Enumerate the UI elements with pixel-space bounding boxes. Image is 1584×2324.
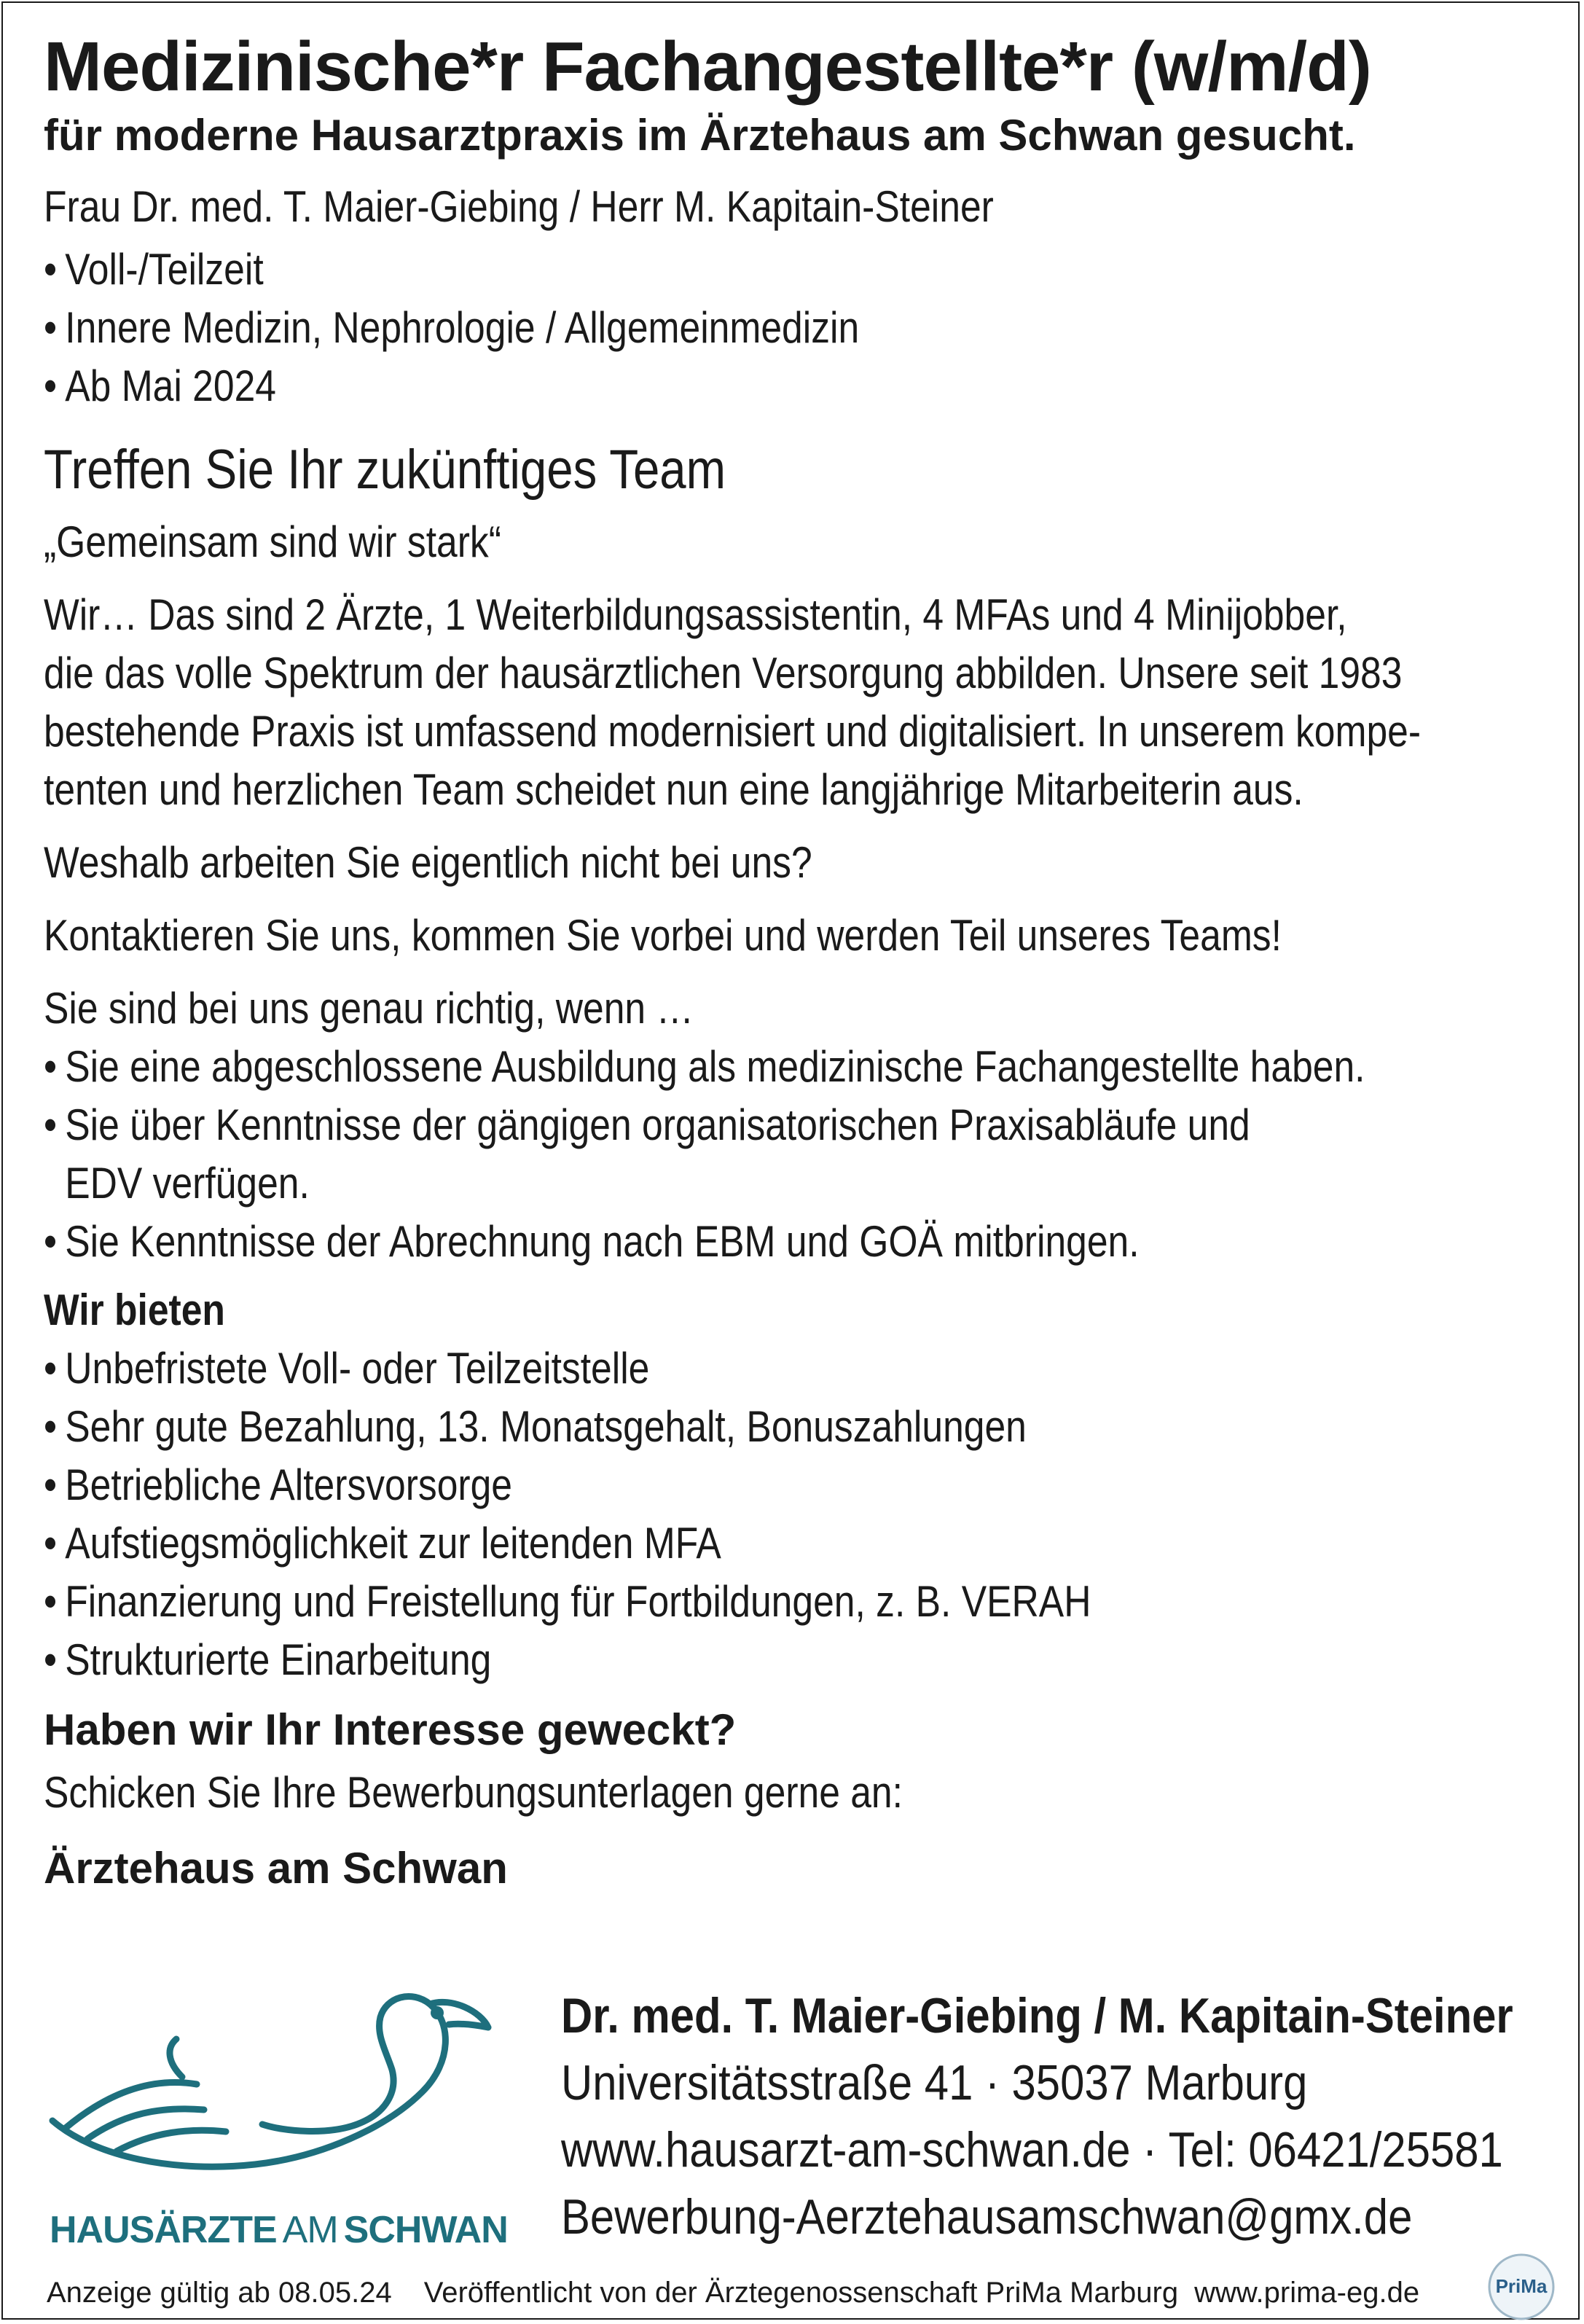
requirement-item: • Sie eine abgeschlossene Ausbildung als medizinische Fachangestellte haben. bbox=[44, 1038, 1548, 1096]
fact-item: • Voll-/Teilzeit bbox=[44, 240, 1548, 299]
fact-item: • Innere Medizin, Nephrologie / Allgemeinmedizin bbox=[44, 299, 1548, 357]
job-subtitle: für moderne Hausarztpraxis im Ärztehaus am Schwan gesucht. bbox=[44, 111, 1356, 160]
logo-wordmark bbox=[50, 2208, 508, 2252]
team-intro-line: bestehende Praxis ist umfassend modernisiert und digitalisiert. In unserem kompe- bbox=[44, 707, 1422, 756]
apply-text: Schicken Sie Ihre Bewerbungsunterlagen gerne an: bbox=[44, 1768, 903, 1817]
team-intro bbox=[44, 586, 1548, 819]
contact-block bbox=[561, 1982, 1581, 2250]
footer-valid: Anzeige gültig ab 08.05.24 bbox=[47, 2277, 392, 2309]
ad-content bbox=[44, 29, 1545, 1902]
practice-name: Ärztehaus am Schwan bbox=[44, 1844, 508, 1893]
job-facts-block bbox=[44, 240, 1548, 415]
offer-item: • Aufstiegsmöglichkeit zur leitenden MFA bbox=[44, 1514, 1548, 1573]
apply-heading: Haben wir Ihr Interesse geweckt? bbox=[44, 1705, 737, 1754]
contact-web-phone: www.hausarzt-am-schwan.de · Tel: 06421/25581 bbox=[561, 2122, 1503, 2178]
offer-item: • Unbefristete Voll- oder Teilzeitstelle bbox=[44, 1339, 1548, 1398]
offer-heading: Wir bieten bbox=[44, 1286, 225, 1334]
team-block bbox=[44, 513, 1548, 1689]
team-cta: Kontaktieren Sie uns, kommen Sie vorbei und werden Teil unseres Teams! bbox=[44, 911, 1282, 960]
requirement-item: • Sie Kenntnisse der Abrechnung nach EBM und GOÄ mitbringen. bbox=[44, 1213, 1548, 1271]
requirements-list bbox=[44, 1038, 1548, 1271]
logo-word: SCHWAN bbox=[343, 2209, 508, 2251]
offer-item: • Strukturierte Einarbeitung bbox=[44, 1631, 1548, 1689]
team-intro-line: Wir… Das sind 2 Ärzte, 1 Weiterbildungsassistentin, 4 MFAs und 4 Minijobber, bbox=[44, 590, 1347, 639]
team-intro-line: tenten und herzlichen Team scheidet nun eine langjährige Mitarbeiterin aus. bbox=[44, 765, 1303, 814]
prima-badge-label: PriMa bbox=[1495, 2275, 1548, 2297]
footer-published: Veröffentlicht von der Ärztegenossenschaft PriMa Marburg bbox=[423, 2277, 1179, 2309]
requirements-lead: Sie sind bei uns genau richtig, wenn … bbox=[44, 984, 694, 1033]
team-heading: Treffen Sie Ihr zukünftiges Team bbox=[44, 439, 726, 501]
contact-address: Universitätsstraße 41 · 35037 Marburg bbox=[561, 2055, 1308, 2110]
job-title: Medizinische*r Fachangestellte*r (w/m/d) bbox=[44, 28, 1371, 106]
team-motto: „Gemeinsam sind wir stark“ bbox=[44, 517, 501, 566]
requirement-item: • Sie über Kenntnisse der gängigen organisatorischen Praxisabläufe und EDV verfügen. bbox=[44, 1096, 1318, 1213]
swan-icon bbox=[44, 1982, 510, 2245]
offer-item: • Sehr gute Bezahlung, 13. Monatsgehalt, Bonuszahlungen bbox=[44, 1398, 1548, 1456]
footer bbox=[47, 2275, 1419, 2310]
team-intro-line: die das volle Spektrum der hausärztlichen Versorgung abbilden. Unsere seit 1983 bbox=[44, 649, 1403, 697]
job-facts-list bbox=[44, 240, 1548, 415]
logo-word: AM bbox=[282, 2209, 338, 2251]
offer-list bbox=[44, 1339, 1548, 1689]
team-question: Weshalb arbeiten Sie eigentlich nicht bei uns? bbox=[44, 838, 812, 887]
offer-item: • Betriebliche Altersvorsorge bbox=[44, 1456, 1548, 1514]
doctors-line: Frau Dr. med. T. Maier-Giebing / Herr M. Kapitain-Steiner bbox=[44, 182, 994, 231]
contact-email: Bewerbung-Aerztehausamschwan@gmx.de bbox=[561, 2189, 1413, 2245]
fact-item: • Ab Mai 2024 bbox=[44, 357, 1548, 415]
prima-logo-icon bbox=[1486, 2252, 1556, 2322]
footer-website: www.prima-eg.de bbox=[1194, 2277, 1420, 2309]
logo-word: HAUSÄRZTE bbox=[50, 2209, 277, 2251]
offer-item: • Finanzierung und Freistellung für Fortbildungen, z. B. VERAH bbox=[44, 1573, 1548, 1631]
contact-name: Dr. med. T. Maier-Giebing / M. Kapitain-Steiner bbox=[561, 1988, 1513, 2043]
